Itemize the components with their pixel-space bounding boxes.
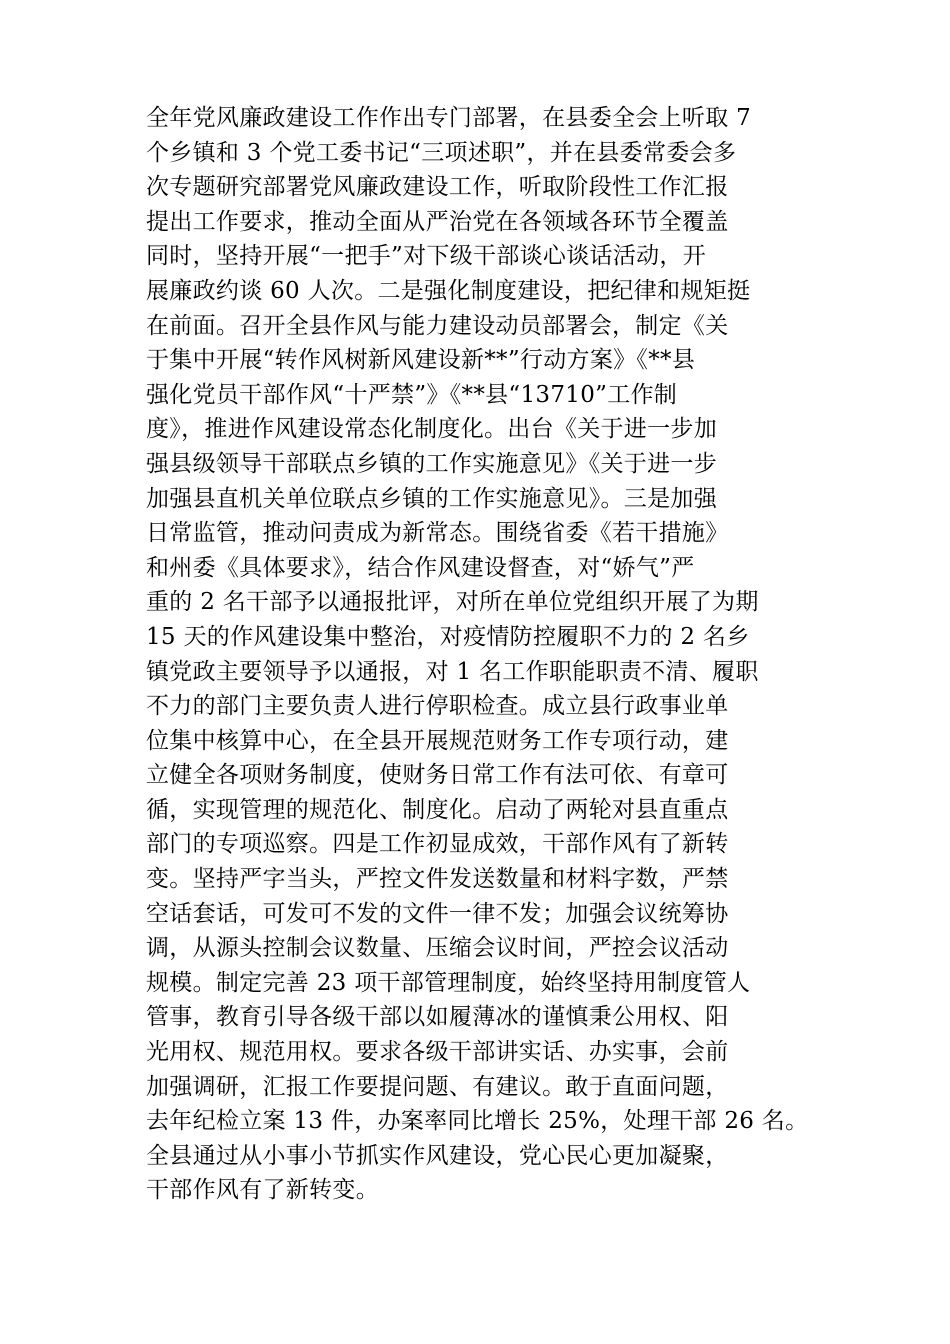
text-line: 部门的专项巡察。四是工作初显成效，干部作风有了新转 <box>146 831 729 858</box>
text-line: 加强县直机关单位联点乡镇的工作实施意见》。三是加强 <box>146 485 717 512</box>
text-line: 调，从源头控制会议数量、压缩会议时间，严控会议活动 <box>146 935 729 962</box>
text-line: 强化党员干部作风“十严禁”》《**县“13710”工作制 <box>146 381 678 408</box>
text-line: 全县通过从小事小节抓实作风建设，党心民心更加凝聚， <box>146 1142 729 1169</box>
text-line: 规模。制定完善 23 项干部管理制度，始终坚持用制度管人 <box>146 969 751 996</box>
text-line: 干部作风有了新转变。 <box>146 1177 379 1204</box>
text-line: 管事，教育引导各级干部以如履薄冰的谨慎秉公用权、阳 <box>146 1004 729 1031</box>
text-line: 日常监管，推动问责成为新常态。围绕省委《若干措施》 <box>146 520 729 547</box>
text-line: 和州委《具体要求》，结合作风建设督查，对“娇气”严 <box>146 554 695 581</box>
text-line: 去年纪检立案 13 件，办案率同比增长 25%，处理干部 26 名。 <box>146 1108 809 1135</box>
text-line: 个乡镇和 3 个党工委书记“三项述职”，并在县委常委会多 <box>146 139 737 166</box>
text-line: 空话套话，可发可不发的文件一律不发；加强会议统筹协 <box>146 900 729 927</box>
text-line: 不力的部门主要负责人进行停职检查。成立县行政事业单 <box>146 693 729 720</box>
text-line: 立健全各项财务制度，使财务日常工作有法可依、有章可 <box>146 762 729 789</box>
text-line: 变。坚持严字当头，严控文件发送数量和材料字数，严禁 <box>146 866 729 893</box>
body-paragraph <box>146 101 836 1208</box>
text-line: 光用权、规范用权。要求各级干部讲实话、办实事，会前 <box>146 1039 729 1066</box>
text-line: 展廉政约谈 60 人次。二是强化制度建设，把纪律和规矩挺 <box>146 277 751 304</box>
text-line: 位集中核算中心，在全县开展规范财务工作专项行动，建 <box>146 727 729 754</box>
text-line: 15 天的作风建设集中整治，对疫情防控履职不力的 2 名乡 <box>146 623 750 650</box>
text-line: 循，实现管理的规范化、制度化。启动了两轮对县直重点 <box>146 796 729 823</box>
text-line: 全年党风廉政建设工作作出专门部署，在县委全会上听取 7 <box>146 105 752 131</box>
text-line: 度》，推进作风建设常态化制度化。出台《关于进一步加 <box>146 416 717 443</box>
text-line: 提出工作要求，推动全面从严治党在各领域各环节全覆盖 <box>146 208 729 235</box>
text-line: 于集中开展“转作风树新风建设新**”行动方案》《**县 <box>146 347 696 374</box>
text-line: 强县级领导干部联点乡镇的工作实施意见》《关于进一步 <box>146 450 717 477</box>
text-line: 重的 2 名干部予以通报批评，对所在单位党组织开展了为期 <box>146 589 759 616</box>
text-line: 次专题研究部署党风廉政建设工作，听取阶段性工作汇报 <box>146 174 729 201</box>
text-line: 镇党政主要领导予以通报，对 1 名工作职能职责不清、履职 <box>146 658 759 685</box>
text-line: 加强调研，汇报工作要提问题、有建议。敢于直面问题， <box>146 1073 729 1100</box>
text-line: 在前面。召开全县作风与能力建设动员部署会，制定《关 <box>146 312 729 339</box>
text-line: 同时，坚持开展“一把手”对下级干部谈心谈话活动，开 <box>146 243 707 270</box>
